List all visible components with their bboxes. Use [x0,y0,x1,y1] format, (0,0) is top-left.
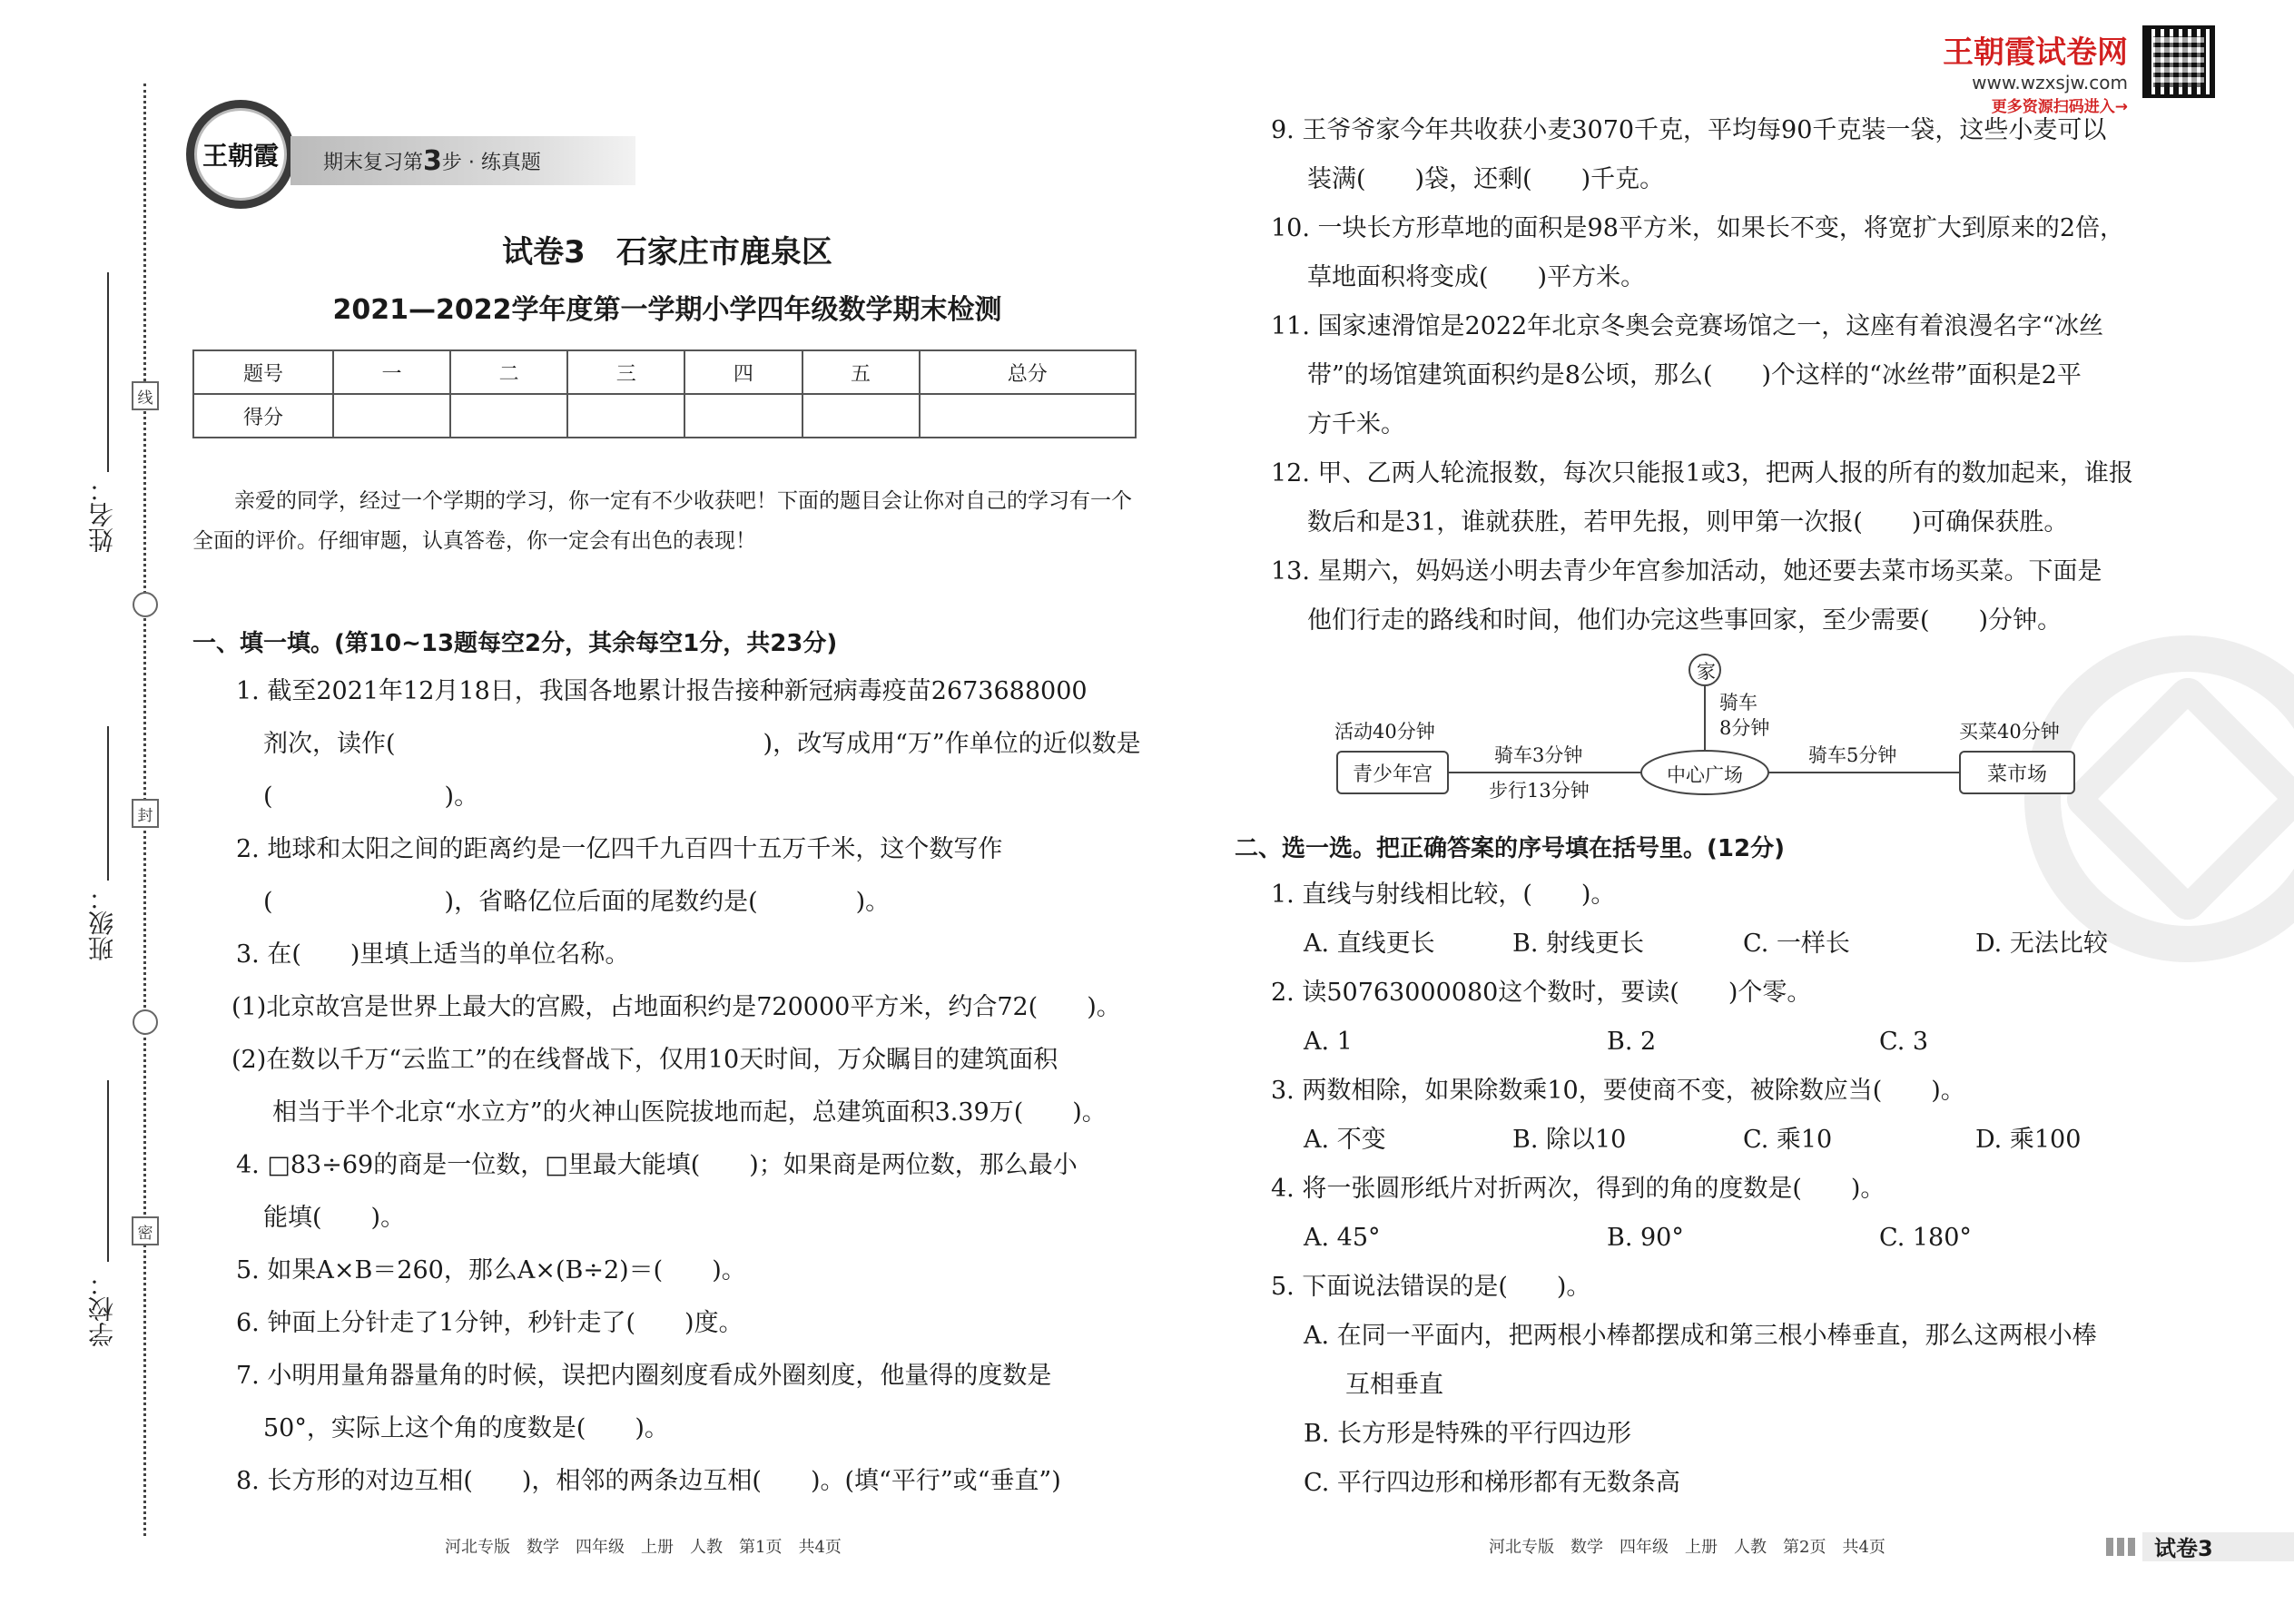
question-line: (1)北京故宫是世界上最大的宫殿，占地面积约是720000平方米，约合72( )。 [231,993,1121,1021]
choice-option[interactable]: B. 2 [1607,1028,1657,1056]
choice-option[interactable]: A. 不变 [1304,1126,1386,1154]
question-line: 12. 甲、乙两人轮流报数，每次只能报1或3，把两人报的所有的数加起来，谁报 [1271,459,2133,487]
question-line: 数后和是31，谁就获胜，若甲先报，则甲第一次报( )可确保获胜。 [1307,508,2069,536]
score-table-score-row [193,394,1136,438]
center-node: 中心广场 [1667,764,1743,786]
question-line: ( )，省略亿位后面的尾数约是( )。 [263,888,891,916]
page-tag: 试卷3 [2154,1536,2213,1561]
ribbon-pre: 期末复习第 [323,151,424,174]
section-2-heading: 二、选一选。把正确答案的序号填在括号里。(12分) [1235,835,1785,862]
score-cell[interactable] [684,394,802,438]
score-header-cell: 一 [333,350,450,394]
choice-question: 3. 两数相除，如果除数乘10，要使商不变，被除数应当( )。 [1271,1077,1965,1105]
score-cell[interactable] [450,394,567,438]
home-route-time: 8分钟 [1719,717,1770,739]
question-line: 10. 一块长方形草地的面积是98平方米，如果长不变，将宽扩大到原来的2倍， [1271,214,2125,242]
question-line: 带”的场馆建筑面积约是8公顷，那么( )个这样的“冰丝带”面积是2平 [1307,361,2082,389]
choice-option[interactable]: C. 平行四边形和梯形都有无数条高 [1304,1469,1680,1497]
choice-question: 5. 下面说法错误的是( )。 [1271,1273,1591,1301]
binding-mark-line: 线 [132,381,159,410]
score-header-cell: 四 [684,350,802,394]
choice-option[interactable]: A. 45° [1304,1224,1381,1252]
choice-option[interactable]: B. 射线更长 [1512,930,1645,958]
question-line: 4. □83÷69的商是一位数，□里最大能填( )；如果商是两位数，那么最小 [236,1151,1078,1179]
qr-code-icon[interactable] [2142,25,2215,98]
score-header-cell: 二 [450,350,567,394]
name-label: 姓名： [87,477,117,553]
question-line: 草地面积将变成( )平方米。 [1307,263,1646,291]
site-url[interactable]: www.wzxsjw.com [1972,72,2128,94]
score-header-cell: 总分 [920,350,1136,394]
score-header-cell: 三 [567,350,684,394]
brand-seal-text: 王朝霞 [194,108,287,201]
question-line: 7. 小明用量角器量角的时候，误把内圈刻度看成外圈刻度，他量得的度数是 [236,1362,1052,1390]
choice-option[interactable]: C. 一样长 [1743,930,1850,958]
choice-option[interactable]: B. 除以10 [1512,1126,1627,1154]
question-line: 方千米。 [1307,410,1405,438]
shopping-duration: 买菜40分钟 [1959,721,2060,743]
youth-palace-node: 青少年宫 [1336,751,1449,794]
left-route-walk: 步行13分钟 [1489,780,1590,802]
score-header-cell: 题号 [193,350,333,394]
question-line: (2)在数以千万“云监工”的在线督战下，仅用10天时间，万众瞩目的建筑面积 [231,1046,1058,1074]
question-line: 9. 王爷爷家今年共收获小麦3070千克，平均每90千克装一袋，这些小麦可以 [1271,116,2107,144]
right-route-ride: 骑车5分钟 [1808,744,1897,766]
question-line: 3. 在( )里填上适当的单位名称。 [236,940,630,969]
paper-title: 试卷3 石家庄市鹿泉区 [502,234,832,271]
choice-question: 2. 读50763000080这个数时，要读( )个零。 [1271,979,1812,1007]
question-line: 6. 钟面上分针走了1分钟，秒针走了( )度。 [236,1309,743,1337]
intro-paragraph: 亲爱的同学，经过一个学期的学习，你一定有不少收获吧！下面的题目会让你对自己的学习有一个全面的评价。仔细审题，认真答卷，你一定会有出色的表现！ [192,489,1132,553]
question-line: 剂次，读作( )，改写成用“万”作单位的近似数是 [263,730,1141,758]
score-row-label: 得分 [193,394,333,438]
score-table [192,349,1137,438]
class-label: 班级： [87,885,117,961]
question-line: 2. 地球和太阳之间的距离约是一亿四千九百四十五万千米，这个数写作 [236,835,1003,863]
paper-subtitle: 2021—2022学年度第一学期小学四年级数学期末检测 [332,294,1002,326]
choice-option[interactable]: A. 在同一平面内，把两根小棒都摆成和第三根小棒垂直，那么这两根小棒 [1304,1322,2097,1350]
choice-option-cont: 互相垂直 [1345,1371,1443,1399]
choice-option[interactable]: B. 90° [1607,1224,1684,1252]
school-blank[interactable] [107,1080,109,1262]
site-logo-title: 王朝霞试卷网 [1943,34,2128,71]
brand-seal-logo [186,100,295,209]
question-line: ( )。 [263,782,479,811]
choice-question: 4. 将一张圆形纸片对折两次，得到的角的度数是( )。 [1271,1175,1885,1203]
site-slogan: 更多资源扫码进入→ [1991,98,2128,116]
site-logo [1943,27,2128,116]
score-cell[interactable] [567,394,684,438]
binding-mark-seal: 封 [132,799,159,828]
left-route-ride: 骑车3分钟 [1494,744,1583,766]
binding-hole [133,592,158,617]
choice-option[interactable]: D. 无法比较 [1975,930,2108,958]
page-tag-dots [2106,1538,2139,1556]
score-header-cell: 五 [802,350,920,394]
question-line: 装满( )袋，还剩( )千克。 [1307,165,1665,193]
question-line: 8. 长方形的对边互相( )，相邻的两条边互相( )。(填“平行”或“垂直”) [236,1467,1061,1495]
section-1-heading: 一、填一填。(第10~13题每空2分，其余每空1分，共23分) [192,630,838,657]
score-table-header-row [193,350,1136,394]
binding-mark-secret: 密 [132,1216,159,1245]
footer-right: 河北专版 数学 四年级 上册 人教 第2页 共4页 [1489,1538,1885,1557]
question-line: 能填( )。 [263,1204,406,1232]
score-cell[interactable] [333,394,450,438]
school-label: 学校： [87,1271,117,1347]
choice-option[interactable]: C. 180° [1879,1224,1972,1252]
binding-hole [133,1009,158,1035]
home-node: 家 [1697,661,1716,683]
score-cell[interactable] [920,394,1136,438]
question-line: 他们行走的路线和时间，他们办完这些事回家，至少需要( )分钟。 [1307,606,2063,635]
review-step-ribbon [290,136,635,185]
choice-option[interactable]: A. 直线更长 [1304,930,1435,958]
question-line: 相当于半个北京“水立方”的火神山医院拔地而起，总建筑面积3.39万( )。 [272,1098,1107,1127]
choice-option[interactable]: D. 乘100 [1975,1126,2082,1154]
question-line: 13. 星期六，妈妈送小明去青少年宫参加活动，她还要去菜市场买菜。下面是 [1271,557,2102,586]
ribbon-step-number: 3 [423,144,442,177]
choice-option[interactable]: B. 长方形是特殊的平行四边形 [1304,1420,1632,1448]
score-cell[interactable] [802,394,920,438]
question-line: 50°，实际上这个角的度数是( )。 [263,1414,669,1442]
market-node: 菜市场 [1959,751,2075,794]
choice-question: 1. 直线与射线相比较，( )。 [1271,881,1616,909]
activity-duration: 活动40分钟 [1334,721,1435,743]
question-line: 11. 国家速滑馆是2022年北京冬奥会竞赛场馆之一，这座有着浪漫名字“冰丝 [1271,312,2104,340]
question-line: 1. 截至2021年12月18日，我国各地累计报告接种新冠病毒疫苗2673688000 [236,677,1088,705]
class-blank[interactable] [107,726,109,881]
footer-left: 河北专版 数学 四年级 上册 人教 第1页 共4页 [445,1538,842,1557]
question-line: 5. 如果A×B＝260，那么A×(B÷2)＝( )。 [236,1256,746,1284]
ribbon-post: 步 · 练真题 [441,151,541,174]
name-blank[interactable] [107,272,109,472]
home-route-mode: 骑车 [1719,692,1757,714]
choice-option[interactable]: A. 1 [1304,1028,1353,1056]
choice-option[interactable]: C. 乘10 [1743,1126,1833,1154]
choice-option[interactable]: C. 3 [1879,1028,1929,1056]
